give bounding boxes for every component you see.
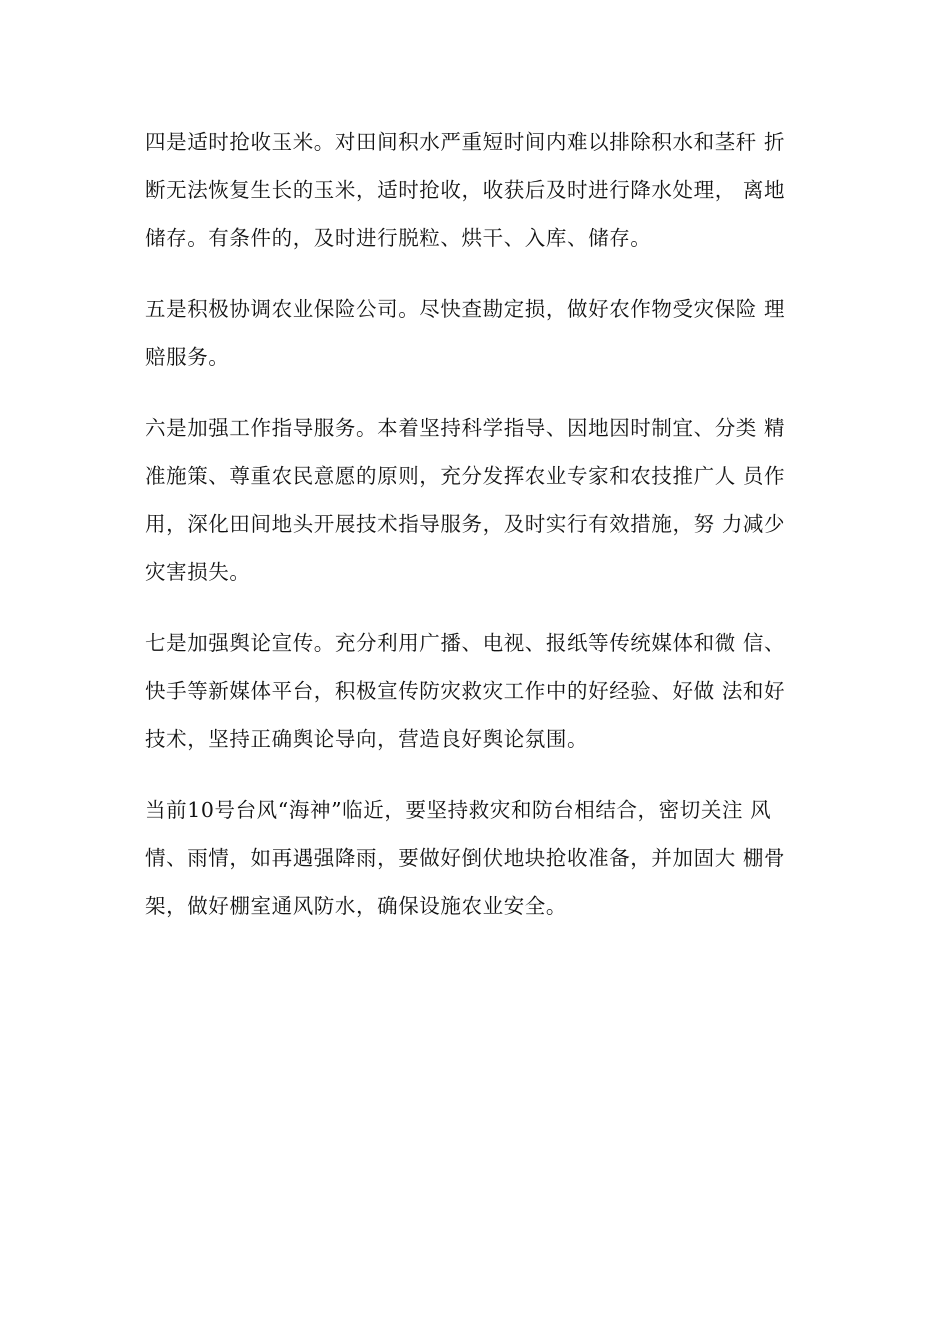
paragraph-line: 赔服务。	[145, 345, 230, 369]
paragraph-line: 储存。有条件的，及时进行脱粒、烘干、入库、储存。	[145, 226, 652, 250]
document-body	[145, 118, 810, 953]
paragraph-line: 情、雨情，如再遇强降雨，要做好倒伏地块抢收准备，并加固大 棚骨	[145, 846, 786, 870]
paragraph-guidance	[145, 404, 810, 596]
paragraph-line: 准施策、尊重农民意愿的原则，充分发挥农业专家和农技推广人 员作	[145, 464, 786, 488]
paragraph-line: 五是积极协调农业保险公司。尽快查勘定损，做好农作物受灾保险 理	[145, 297, 786, 321]
paragraph-line: 技术，坚持正确舆论导向，营造良好舆论氛围。	[145, 727, 589, 751]
paragraph-line: 灾害损失。	[145, 560, 251, 584]
paragraph-line: 七是加强舆论宣传。充分利用广播、电视、报纸等传统媒体和微 信、	[145, 631, 786, 655]
paragraph-line: 当前10号台风“海神”临近，要坚持救灾和防台相结合，密切关注 风	[145, 798, 772, 822]
paragraph-harvest-corn	[145, 118, 810, 262]
paragraph-line: 四是适时抢收玉米。对田间积水严重短时间内难以排除积水和茎秆 折	[145, 130, 786, 154]
paragraph-line: 快手等新媒体平台，积极宣传防灾救灾工作中的好经验、好做 法和好	[145, 679, 786, 703]
paragraph-line: 用，深化田间地头开展技术指导服务，及时实行有效措施，努 力减少	[145, 512, 786, 536]
paragraph-publicity	[145, 619, 810, 763]
paragraph-line: 架，做好棚室通风防水，确保设施农业安全。	[145, 894, 567, 918]
paragraph-insurance	[145, 285, 810, 381]
paragraph-typhoon	[145, 786, 810, 930]
paragraph-line: 六是加强工作指导服务。本着坚持科学指导、因地因时制宜、分类 精	[145, 416, 786, 440]
paragraph-line: 断无法恢复生长的玉米，适时抢收，收获后及时进行降水处理， 离地	[145, 178, 786, 202]
